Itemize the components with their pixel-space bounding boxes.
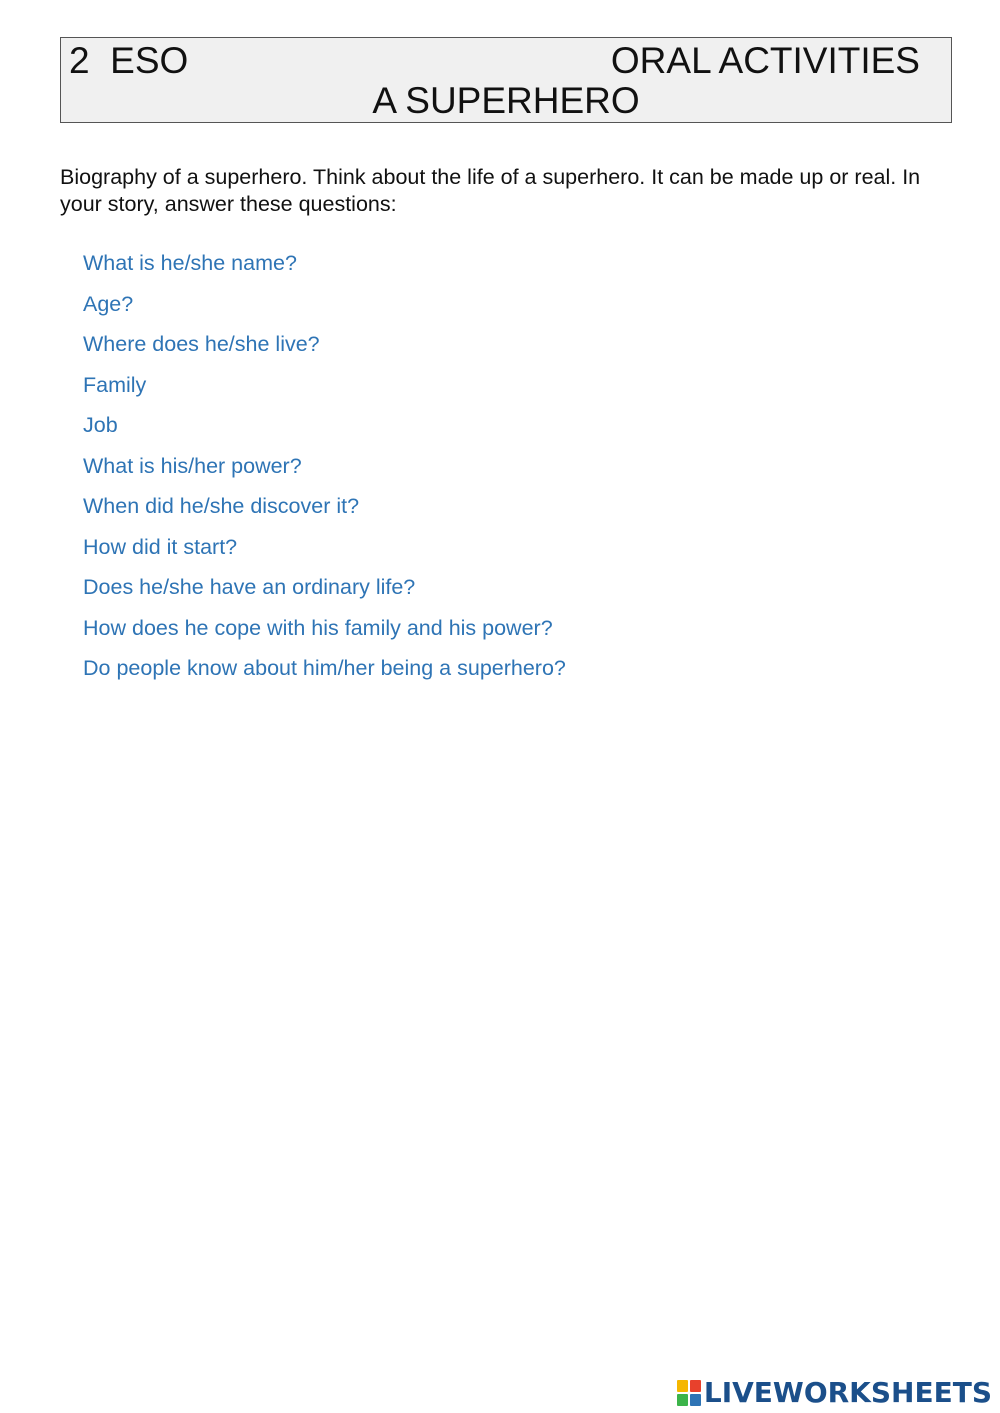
- logo-square-icon: [677, 1380, 688, 1392]
- question-item: Family: [83, 372, 147, 397]
- activity-category: ORAL ACTIVITIES: [610, 40, 920, 81]
- question-item: Does he/she have an ordinary life?: [83, 575, 416, 599]
- logo-wordmark: LIVEWORKSHEETS: [703, 1376, 992, 1409]
- instructions-paragraph: Biography of a superhero. Think about the life of a superhero. It can be made up or real. In your story, answer these questions:: [60, 165, 921, 216]
- question-item: Where does he/she live?: [83, 332, 320, 356]
- course-level: 2 ESO: [69, 40, 189, 81]
- liveworksheets-logo-icon: [677, 1380, 701, 1406]
- question-item: Job: [83, 413, 118, 437]
- question-list: [83, 243, 566, 689]
- question-item: What is his/her power?: [83, 453, 302, 478]
- logo-square-icon: [677, 1394, 688, 1406]
- logo-square-icon: [690, 1394, 701, 1406]
- logo-square-icon: [690, 1380, 701, 1392]
- question-item: How does he cope with his family and his power?: [83, 615, 553, 640]
- liveworksheets-logo[interactable]: [677, 1376, 992, 1410]
- header-box: [60, 37, 952, 123]
- question-item: When did he/she discover it?: [83, 494, 360, 518]
- page-title: A SUPERHERO: [372, 80, 640, 121]
- question-item: Do people know about him/her being a superhero?: [83, 656, 566, 680]
- question-item: What is he/she name?: [83, 251, 297, 275]
- question-item: Age?: [83, 291, 134, 316]
- question-item: How did it start?: [83, 534, 238, 559]
